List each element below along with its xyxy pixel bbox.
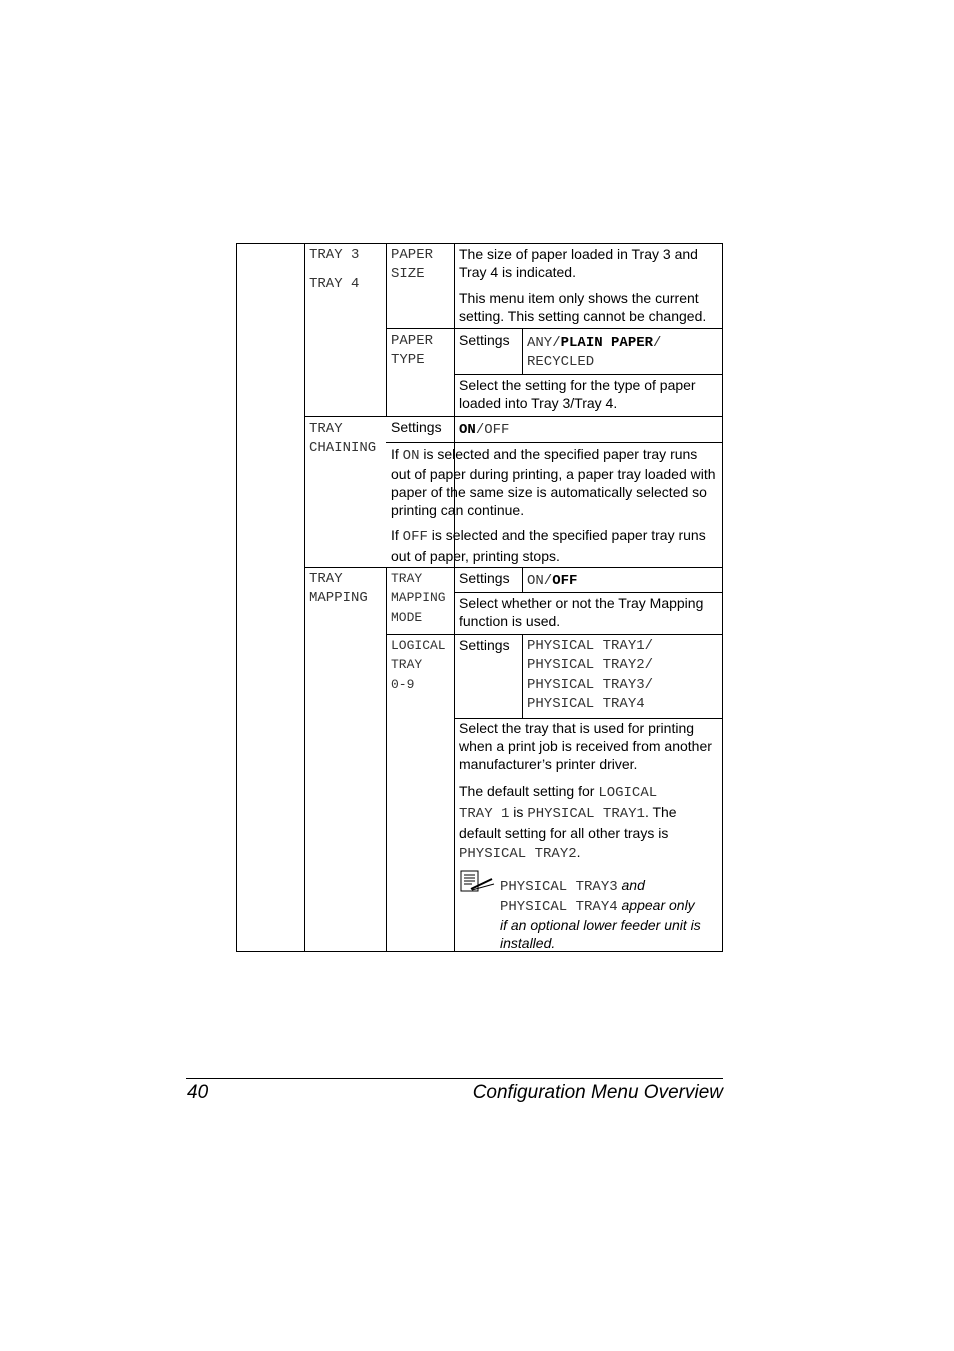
tray-chaining-description-off (391, 526, 706, 565)
text-line: installed. (500, 935, 556, 951)
text-line: out of paper, printing stops. (391, 548, 560, 564)
column-divider (522, 634, 523, 718)
text-line: Select the tray that is used for printing (459, 720, 695, 736)
column-divider (386, 243, 387, 416)
column-divider (454, 243, 455, 952)
column-divider (522, 567, 523, 592)
option-off-default: OFF (552, 573, 578, 589)
option-physical-tray: PHYSICAL TRAY1/ (527, 638, 654, 654)
text-fragment: . The (644, 804, 677, 820)
tray-chaining-description-on (391, 445, 716, 519)
tray-mapping-label (309, 570, 368, 609)
row-divider (454, 374, 723, 375)
row-divider (386, 634, 723, 635)
text-line: setting. This setting cannot be changed. (459, 308, 707, 324)
option-on: ON/ (527, 573, 553, 589)
column-divider (522, 328, 523, 374)
tray-mapping-mode-description (459, 594, 703, 630)
paper-size-note (459, 289, 706, 325)
text-line: out of paper during printing, a paper tray loaded with (391, 466, 716, 482)
text-fragment: is selected and the specified paper tray runs (427, 527, 706, 543)
tray-chaining-label (309, 420, 376, 459)
text-line: Select the setting for the type of paper (459, 377, 696, 393)
logical-tray-settings-label: Settings (459, 637, 510, 653)
option-on-default: ON (459, 422, 476, 438)
label-line: PAPER (391, 247, 434, 263)
logical-tray-label (391, 636, 446, 694)
tray-chaining-settings-label: Settings (391, 419, 442, 435)
label-line: TRAY (391, 571, 423, 586)
label-line: LOGICAL (391, 638, 446, 653)
table-border-top (236, 243, 723, 244)
text-fragment: The default setting for (459, 783, 599, 799)
text-line: printing can continue. (391, 502, 525, 518)
option-separator: / (475, 422, 485, 438)
column-divider (304, 243, 305, 952)
text-fragment: appear only (617, 897, 695, 913)
label-line: TRAY (309, 571, 343, 587)
label-line: CHAINING (309, 440, 377, 457)
code-text: LOGICAL (598, 785, 658, 801)
logical-tray-options (527, 637, 653, 714)
row-divider (304, 416, 723, 417)
text-fragment: and (617, 877, 645, 893)
text-fragment: . (576, 844, 581, 860)
section-title: Configuration Menu Overview (472, 1082, 723, 1103)
text-fragment: If (391, 527, 403, 543)
footer-rule (186, 1078, 723, 1079)
text-line: when a print job is received from another (459, 738, 712, 754)
label-line: TRAY (309, 421, 343, 437)
label-line: SIZE (391, 266, 425, 283)
text-fragment: is selected and the specified paper tray runs (419, 446, 698, 462)
table-border-left (236, 243, 237, 952)
label-line: TRAY (391, 657, 423, 673)
code-text: PHYSICAL TRAY1 (527, 806, 645, 822)
text-line: paper of the same size is automatically selected so (391, 484, 707, 500)
tray3-label: TRAY 3 (309, 247, 360, 263)
tray-mapping-mode-settings-label: Settings (459, 570, 510, 586)
paper-size-label (391, 246, 433, 285)
row-divider (386, 328, 723, 329)
menu-table (236, 243, 723, 952)
tray-mapping-mode-options (527, 570, 577, 590)
paper-type-description (459, 376, 696, 412)
paper-size-description (459, 245, 698, 281)
text-line: Select whether or not the Tray Mapping (459, 595, 704, 611)
option-physical-tray: PHYSICAL TRAY2/ (527, 657, 654, 674)
tray-chaining-options (459, 419, 509, 439)
code-on: ON (402, 448, 420, 464)
table-border-right (722, 243, 723, 952)
text-line: default setting for all other trays is (459, 825, 669, 841)
label-line: MODE (391, 609, 423, 625)
paper-type-options (527, 332, 661, 373)
label-line: MAPPING (309, 590, 368, 607)
option-off: OFF (484, 422, 510, 438)
text-line: if an optional lower feeder unit is (500, 917, 701, 933)
option-separator: / (653, 335, 662, 351)
text-line: loaded into Tray 3/Tray 4. (459, 395, 618, 411)
code-text: TRAY 1 (459, 806, 510, 822)
column-divider (386, 567, 387, 952)
option-plain-paper-default: PLAIN PAPER (560, 335, 654, 351)
row-divider (454, 592, 723, 593)
text-line: Tray 4 is indicated. (459, 264, 576, 280)
logical-tray-default-text (459, 782, 677, 864)
note-icon (460, 870, 496, 895)
paper-type-settings-label: Settings (459, 332, 510, 348)
tray4-label: TRAY 4 (309, 276, 360, 292)
option-physical-tray: PHYSICAL TRAY3/ (527, 676, 654, 693)
label-line: MAPPING (391, 590, 446, 606)
tray-mapping-mode-label (391, 569, 446, 627)
option-recycled: RECYCLED (527, 354, 595, 371)
label-line: TYPE (391, 352, 425, 369)
logical-tray-description (459, 719, 712, 773)
option-physical-tray: PHYSICAL TRAY4 (527, 695, 645, 712)
text-line: manufacturer’s printer driver. (459, 756, 638, 772)
logical-tray-note (500, 876, 701, 952)
row-divider (304, 567, 723, 568)
text-fragment: is (509, 804, 528, 820)
text-line: This menu item only shows the current (459, 290, 699, 306)
page-number: 40 (187, 1082, 209, 1103)
label-line: 0-9 (391, 676, 415, 692)
text-line: The size of paper loaded in Tray 3 and (459, 246, 698, 262)
code-text: PHYSICAL TRAY3 (500, 879, 618, 895)
row-divider (386, 442, 723, 443)
text-line: function is used. (459, 613, 561, 629)
label-line: PAPER (391, 333, 434, 349)
text-fragment: If (391, 446, 403, 462)
code-text: PHYSICAL TRAY2 (459, 846, 577, 862)
code-text: PHYSICAL TRAY4 (500, 899, 618, 915)
code-off: OFF (402, 529, 428, 545)
paper-type-label (391, 332, 433, 371)
option-any: ANY/ (527, 335, 561, 351)
